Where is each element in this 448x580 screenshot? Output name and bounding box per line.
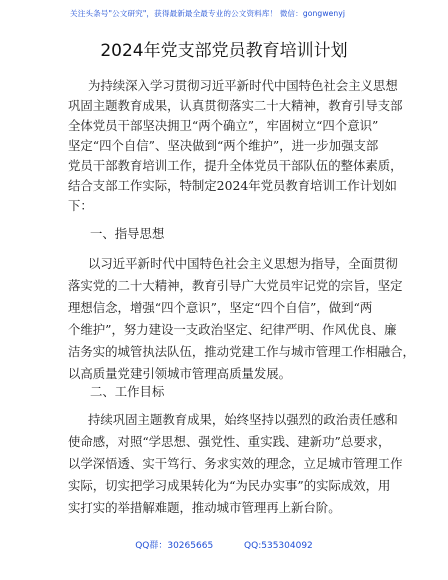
intro-line: 全体党员干部坚决拥卫“两个确立”，牢固树立“四个意识”	[68, 118, 379, 133]
section1-line: 理想信念，增强“四个意识”，坚定“四个自信”，做到“两	[68, 300, 373, 315]
page-title: 2024年党支部党员教育培训计划	[100, 41, 348, 61]
section1-line: 以高质量党建引领城市管理高质量发展。	[68, 366, 292, 381]
section-heading-guiding-thought: 一、指导思想	[90, 226, 165, 241]
section1-line: 落实党的二十大精神，教育引导广大党员牢记党的宗旨，坚定	[68, 278, 403, 293]
section1-line: 以习近平新时代中国特色社会主义思想为指导，全面贯彻	[88, 256, 398, 271]
section1-line: 洁务实的城管执法队伍，推动党建工作与城市管理工作相融合，	[68, 344, 415, 359]
section-heading-work-goals: 二、工作目标	[90, 384, 165, 399]
section2-line: 实际，切实把学习成果转化为“为民办实事”的实际成效，用	[68, 478, 391, 493]
section2-line: 持续巩固主题教育成果，始终坚持以强烈的政治责任感和	[88, 412, 398, 427]
intro-line: 下：	[68, 198, 93, 213]
section1-line: 个维护”，努力建设一支政治坚定、纪律严明、作风优良、廉	[68, 322, 397, 337]
intro-line: 为持续深入学习贯彻习近平新时代中国特色社会主义思想	[88, 78, 398, 93]
footer-contact	[0, 538, 448, 551]
section2-line: 实打实的举措解难题，推动城市管理再上新台阶。	[68, 500, 341, 515]
intro-line: 坚定“四个自信”、坚决做到“两个维护”，进一步加强支部	[68, 138, 379, 153]
section2-line: 以学深悟透、实干笃行、务求实效的理念，立足城市管理工作	[68, 456, 403, 471]
section2-line: 使命感，对照“学思想、强党性、重实践、建新功”总要求，	[68, 434, 391, 449]
intro-line: 巩固主题教育成果，认真贯彻落实二十大精神，教育引导支部	[68, 98, 403, 113]
footer-qq: QQ:535304092	[244, 541, 313, 551]
watermark-banner: 关注头条号"公文研究"，获得最新最全最专业的公文资料库！ 微信：gongwenyj	[70, 9, 346, 18]
intro-line: 党员干部教育培训工作，提升全体党员干部队伍的整体素质，	[68, 158, 403, 173]
intro-line: 结合支部工作实际，特制定2024年党员教育培训工作计划如	[68, 178, 397, 193]
footer-qq-group: QQ群：30265665	[135, 541, 214, 551]
